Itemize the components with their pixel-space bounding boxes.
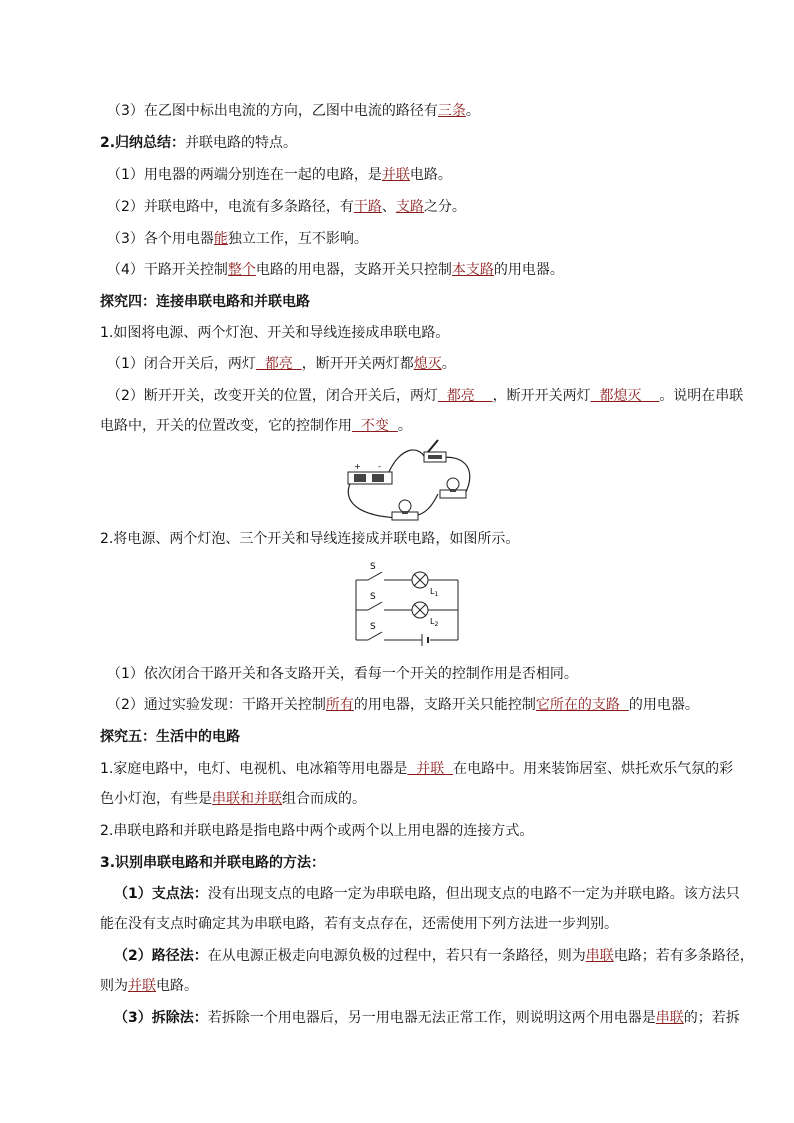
answer-blank: 都亮 <box>437 388 493 404</box>
answer-blank: 三条 <box>437 103 466 119</box>
lamp-label: $L_1$ <box>430 587 439 598</box>
parallel-q1: （1）依次闭合干路开关和各支路开关，看每一个开关的控制作用是否相同。 <box>107 666 578 682</box>
connection-definition: 2.串联电路和并联电路是指电路中两个或两个以上用电器的连接方式。 <box>100 823 534 839</box>
section-heading-4: 探究四：连接串联电路和并联电路 <box>100 294 310 310</box>
parallel-task: 2.将电源、两个灯泡、三个开关和导线连接成并联电路，如图所示。 <box>100 531 520 547</box>
lamp-symbol-2 <box>412 602 428 618</box>
household-circuit: 1.家庭电路中，电灯、电视机、电冰箱等用电器是 并联 在电路中。用来装饰居室、烘托欢乐气氛的彩 <box>100 761 734 777</box>
answer-blank: 都熄灭 <box>590 388 660 404</box>
parallel-q2: （2）通过实验发现：干路开关控制所有的用电器，支路开关只能控制它所在的支路 的用电器。 <box>107 697 699 713</box>
parallel-feature-2: （2）并联电路中，电流有多条路径，有干路、支路之分。 <box>107 199 466 215</box>
svg-text:+: + <box>354 462 361 471</box>
lamp-label: $L_2$ <box>430 617 439 628</box>
parallel-circuit-figure <box>346 560 462 650</box>
switch-label: S <box>370 592 376 602</box>
switch-blade <box>368 632 382 640</box>
identify-methods-heading: 3.识别串联电路和并联电路的方法： <box>100 855 326 871</box>
switch-label: S <box>370 562 376 572</box>
household-circuit-cont: 色小灯泡，有些是串联和并联组合而成的。 <box>100 791 366 807</box>
answer-blank: 串联 <box>655 1010 684 1026</box>
answer-blank: 熄灭 <box>413 356 442 372</box>
switch-blade <box>368 602 382 610</box>
method-node: （1）支点法：没有出现支点的电路一定为串联电路，但出现支点的电路不一定为并联电路。该方法只 <box>114 886 740 902</box>
answer-blank: 干路 <box>353 199 382 215</box>
answer-blank: 并联 <box>407 761 454 777</box>
series-circuit-figure <box>340 436 490 528</box>
knife-switch <box>424 440 446 462</box>
svg-text:-: - <box>378 462 381 471</box>
series-q2-cont: 电路中，开关的位置改变，它的控制作用 不变 。 <box>100 418 412 434</box>
lamp-holder-right <box>440 478 466 498</box>
parallel-feature-1: （1）用电器的两端分别连在一起的电路，是并联电路。 <box>107 167 452 183</box>
answer-blank: 能 <box>213 231 228 247</box>
method-removal: （3）拆除法：若拆除一个用电器后，另一用电器无法正常工作，则说明这两个用电器是串联的；若拆 <box>114 1010 740 1026</box>
battery-symbol <box>422 634 428 646</box>
answer-blank: 都亮 <box>255 356 302 372</box>
lamp-symbol-1 <box>412 572 428 588</box>
summary-heading: 2.归纳总结：并联电路的特点。 <box>100 135 298 151</box>
answer-blank: 串联和并联 <box>212 791 282 807</box>
answer-blank: 不变 <box>352 418 398 434</box>
answer-blank: 支路 <box>395 199 424 215</box>
answer-blank: 并联 <box>128 978 156 994</box>
parallel-feature-3: （3）各个用电器能独立工作，互不影响。 <box>107 231 368 247</box>
circuit-wire <box>388 450 426 474</box>
switch-blade <box>368 572 382 580</box>
series-q1: （1）闭合开关后，两灯 都亮 ，断开开关两灯都熄灭。 <box>107 356 456 372</box>
answer-blank: 整个 <box>227 262 256 278</box>
method-path-cont: 则为并联电路。 <box>100 978 198 994</box>
parallel-feature-4: （4）干路开关控制整个电路的用电器，支路开关只控制本支路的用电器。 <box>107 262 564 278</box>
series-q2: （2）断开开关，改变开关的位置，闭合开关后，两灯 都亮 ，断开开关两灯 都熄灭 。说明在串联 <box>107 388 744 404</box>
section-heading-5: 探究五：生活中的电路 <box>100 729 240 745</box>
battery-box <box>348 462 392 484</box>
lamp-holder-bottom <box>392 500 418 520</box>
answer-blank: 它所在的支路 <box>535 697 629 713</box>
answer-blank: 并联 <box>381 167 410 183</box>
answer-blank: 串联 <box>585 948 614 964</box>
line-current-paths: （3）在乙图中标出电流的方向，乙图中电流的路径有三条。 <box>107 103 480 119</box>
series-task: 1.如图将电源、两个灯泡、开关和导线连接成串联电路。 <box>100 325 450 341</box>
method-path: （2）路径法：在从电源正极走向电源负极的过程中，若只有一条路径，则为串联电路；若有多条路径， <box>114 948 754 964</box>
switch-label: S <box>370 622 376 632</box>
answer-blank: 所有 <box>325 697 354 713</box>
answer-blank: 本支路 <box>451 262 494 278</box>
method-node-cont: 能在没有支点时确定其为串联电路，若有支点存在，还需使用下列方法进一步判别。 <box>100 916 618 932</box>
